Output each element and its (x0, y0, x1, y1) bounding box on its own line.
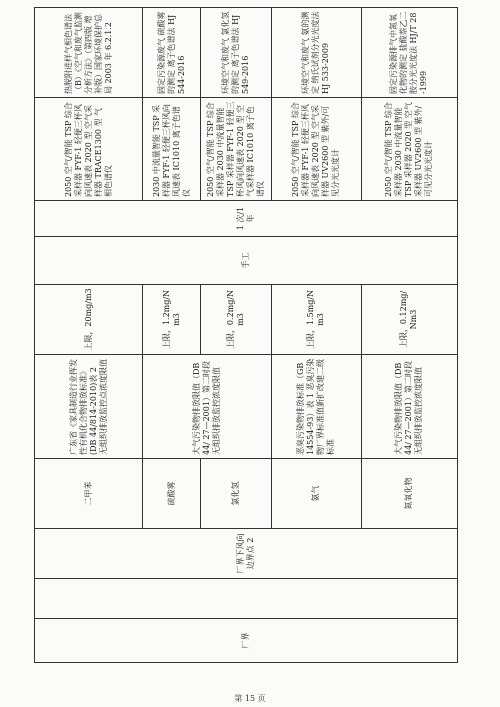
analysis-method-cell: 环境空气和废气 氯化氢的测定 离子色谱法 HJ 549-2016 (201, 8, 271, 98)
instrument-cell: 2050 空气/智能 TSP 综合采样器 FYF-1 轻便三杯风向风速表 2020 型 空气采样器 UV2600 型 紫外/可见分光光度计 (271, 98, 361, 201)
limit-cell: 上限，1.2mg/Nm3 (143, 285, 201, 355)
analysis-method-cell: 环境空气和废气 氨的测定 纳氏试剂分光光度法 HJ 533-2009 (271, 8, 361, 98)
point-cell: 厂界下风向边界点 2 (35, 529, 458, 579)
limit-cell: 上限，0.12mg/Nm3 (361, 285, 457, 355)
standard-cell: 恶臭污染物排放标准（GB 14554-93）表 1 恶臭污染物厂界标准值新扩改建二级标准 (271, 355, 361, 459)
pollutant-cell: 二甲苯 (35, 459, 143, 529)
pollutant-cell: 氮氧化物 (361, 459, 457, 529)
pollutant-cell: 硫酸雾 (143, 459, 201, 529)
table-row (35, 8, 143, 663)
blank-cell (35, 579, 458, 619)
instrument-cell: 2030 中流量智能 TSP 采样器 FYF-1 轻便三杯风向风速表 IC1010 离子色谱仪 (143, 98, 201, 201)
monitoring-table (34, 7, 458, 663)
instrument-cell: 2050 空气/智能 TSP 综合采样器 2030 中流量智能 TSP 采样器 FYF-1 轻便三杯风向风速表 2020 型 空气采样器 IC1010 离子色谱仪 (201, 98, 271, 201)
limit-cell: 上限，1.5mg/Nm3 (271, 285, 361, 355)
pollutant-cell: 氨气 (271, 459, 361, 529)
page-number: 第 15 页 (234, 694, 266, 703)
analysis-method-cell: 固定污染源废气 硫酸雾的测定 离子色谱法 HJ 544-2016 (143, 8, 201, 98)
standard-cell: 大气污染物排放限值（DB44/ 27—2001）第二时段无组织排放监控浓度限值 (143, 355, 271, 459)
frequency-cell: 1 次/1 年 (35, 201, 458, 237)
instrument-cell: 2050 空气/智能 TSP 综合采样器 2030 中流量智能 TSP 采样器 2020 型 空气采样器 UV2600 型 紫外/可见分光光度计 (361, 98, 457, 201)
standard-cell: 大气污染物排放限值（DB44/ 27—2001）第二时段无组织排放监控浓度限值 (361, 355, 457, 459)
limit-cell: 上限，20mg/m3 (35, 285, 143, 355)
method-cell: 手工 (35, 237, 458, 285)
site-cell: 厂界 (35, 619, 458, 663)
pollutant-cell: 氯化氢 (201, 459, 271, 529)
instrument-cell: 2050 空气/智能 TSP 综合采样器 FYF-1 轻便三杯风向风速表 2020 型 空气采样器 TRACE1300 型 气相色谱仪 (35, 98, 143, 201)
monitoring-table-rotated (34, 8, 458, 663)
analysis-method-cell: 固定污染源排气中氮氧化物的测定 盐酸萘乙二胺分光光度法 HJ/T 28-1999 (361, 8, 457, 98)
limit-cell: 上限，0.2mg/Nm3 (201, 285, 271, 355)
analysis-method-cell: 热脱附进样气相色谱法（B）《空气和废气监测分析方法》（第四版 增补版）国家环境保护总局 2003 年 6.2.1.2 (35, 8, 143, 98)
standard-cell: 广东省《家具制造行业挥发性有机化合物排放标准》(DB 44/814-2010)表 2 无组织排放监控点浓度限值 (35, 355, 143, 459)
